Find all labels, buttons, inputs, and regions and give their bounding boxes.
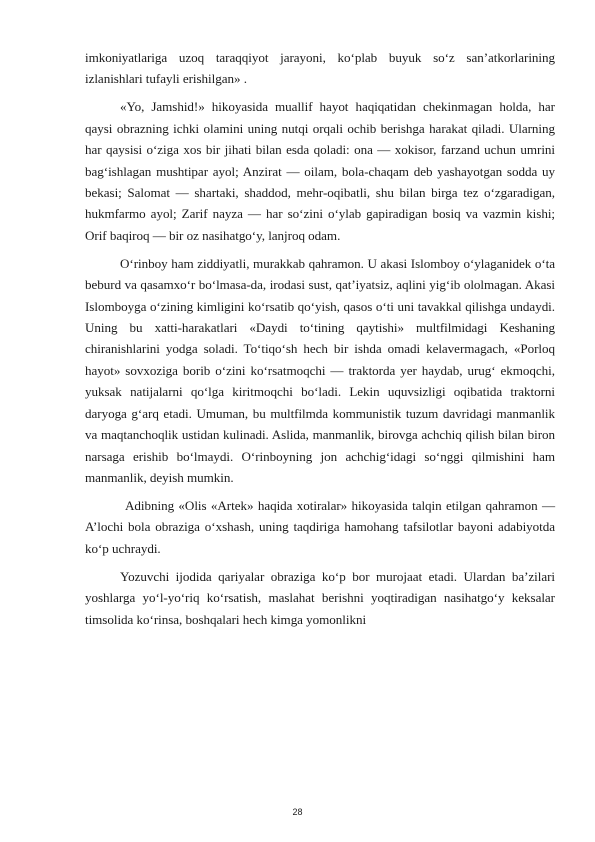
- paragraph-continuation: imkoniyatlariga uzoq taraqqiyot jarayoni, ko‘plab buyuk so‘z san’atkorlarining izlanishlari tufayli erishilgan» .: [85, 50, 555, 87]
- page-number: 28: [292, 807, 303, 817]
- paragraph-olis-artek: Adibning «Olis «Artek» haqida xotiralar» hikoyasida talqin etilgan qahramon — A’lochi bola obraziga o‘xshash, uning taqdiriga hamohang tafsilotlar bayoni adabiyotda ko‘p uchraydi.: [85, 497, 555, 556]
- paragraph-yo-jamshid: «Yo, Jamshid!» hikoyasida muallif hayot haqiqatidan chekinmagan holda, har qaysi obrazning ichki olamini uning nutqi orqali ochib berishga harakat qiladi. Ularning har qaysisi o‘ziga xos bir jihati bilan esda qoladi: ona — xokisor, farzand uchun umrini bag‘ishlagan mushtipar ayol; Anzirat — oilam, bola-chaqam deb yashayotgan sodda uy bekasi; Salomat — shartaki, shaddod, mehr-oqibatli, shu bilan birga tez o‘zgaradigan, hukmfarmo ayol; Zarif nayza — har so‘zini o‘ylab gapiradigan bosiq va vazmin kishi; Orif baqiroq — bir oz nasihatgo‘y, lanjroq odam.: [85, 99, 555, 243]
- paragraph-qariyalar: Yozuvchi ijodida qariyalar obraziga ko‘p bor murojaat etadi. Ulardan ba’zilari yoshlarga yo‘l-yo‘riq ko‘rsatish, maslahat berishni yoqtiradigan nasihatgo‘y keksalar timsolida ko‘rinsa, boshqalari hech kimga yomonlikni: [85, 568, 555, 627]
- body-text: [85, 47, 555, 630]
- paragraph-orinboy: O‘rinboy ham ziddiyatli, murakkab qahramon. U akasi Islomboy o‘ylaganidek o‘ta beburd va qasamxo‘r bo‘lmasa-da, irodasi sust, qat’iyatsiz, aqlini yig‘ib ololmagan. Akasi Islomboyga o‘zining kimligini ko‘rsatib qo‘yish, qasos o‘ti uni tavakkal qilishga undaydi. Uning bu xatti-harakatlari «Daydi to‘tining qaytishi» multfilmidagi Keshaning chiranishlarini yodga soladi. To‘tiqo‘sh hech bir ishda omadi kelavermagach, «Porloq hayot» sovxoziga borib o‘zini ko‘rsatmoqchi — traktorda yer haydab, urug‘ ekmoqchi, yuksak natijalarni qo‘lga kiritmoqchi bo‘ladi. Lekin uquvsizligi oqibatida traktorni daryoga g‘arq etadi. Umuman, bu multfilmda kommunistik tuzum davridagi manmanlik va maqtanchoqlik ustidan kulinadi. Aslida, manmanlik, birovga achchiq qilish bilan biron narsaga erishib bo‘lmaydi. O‘rinboyning jon achchig‘idagi so‘nggi qilmishini ham manmanlik, deyish mumkin.: [85, 255, 555, 485]
